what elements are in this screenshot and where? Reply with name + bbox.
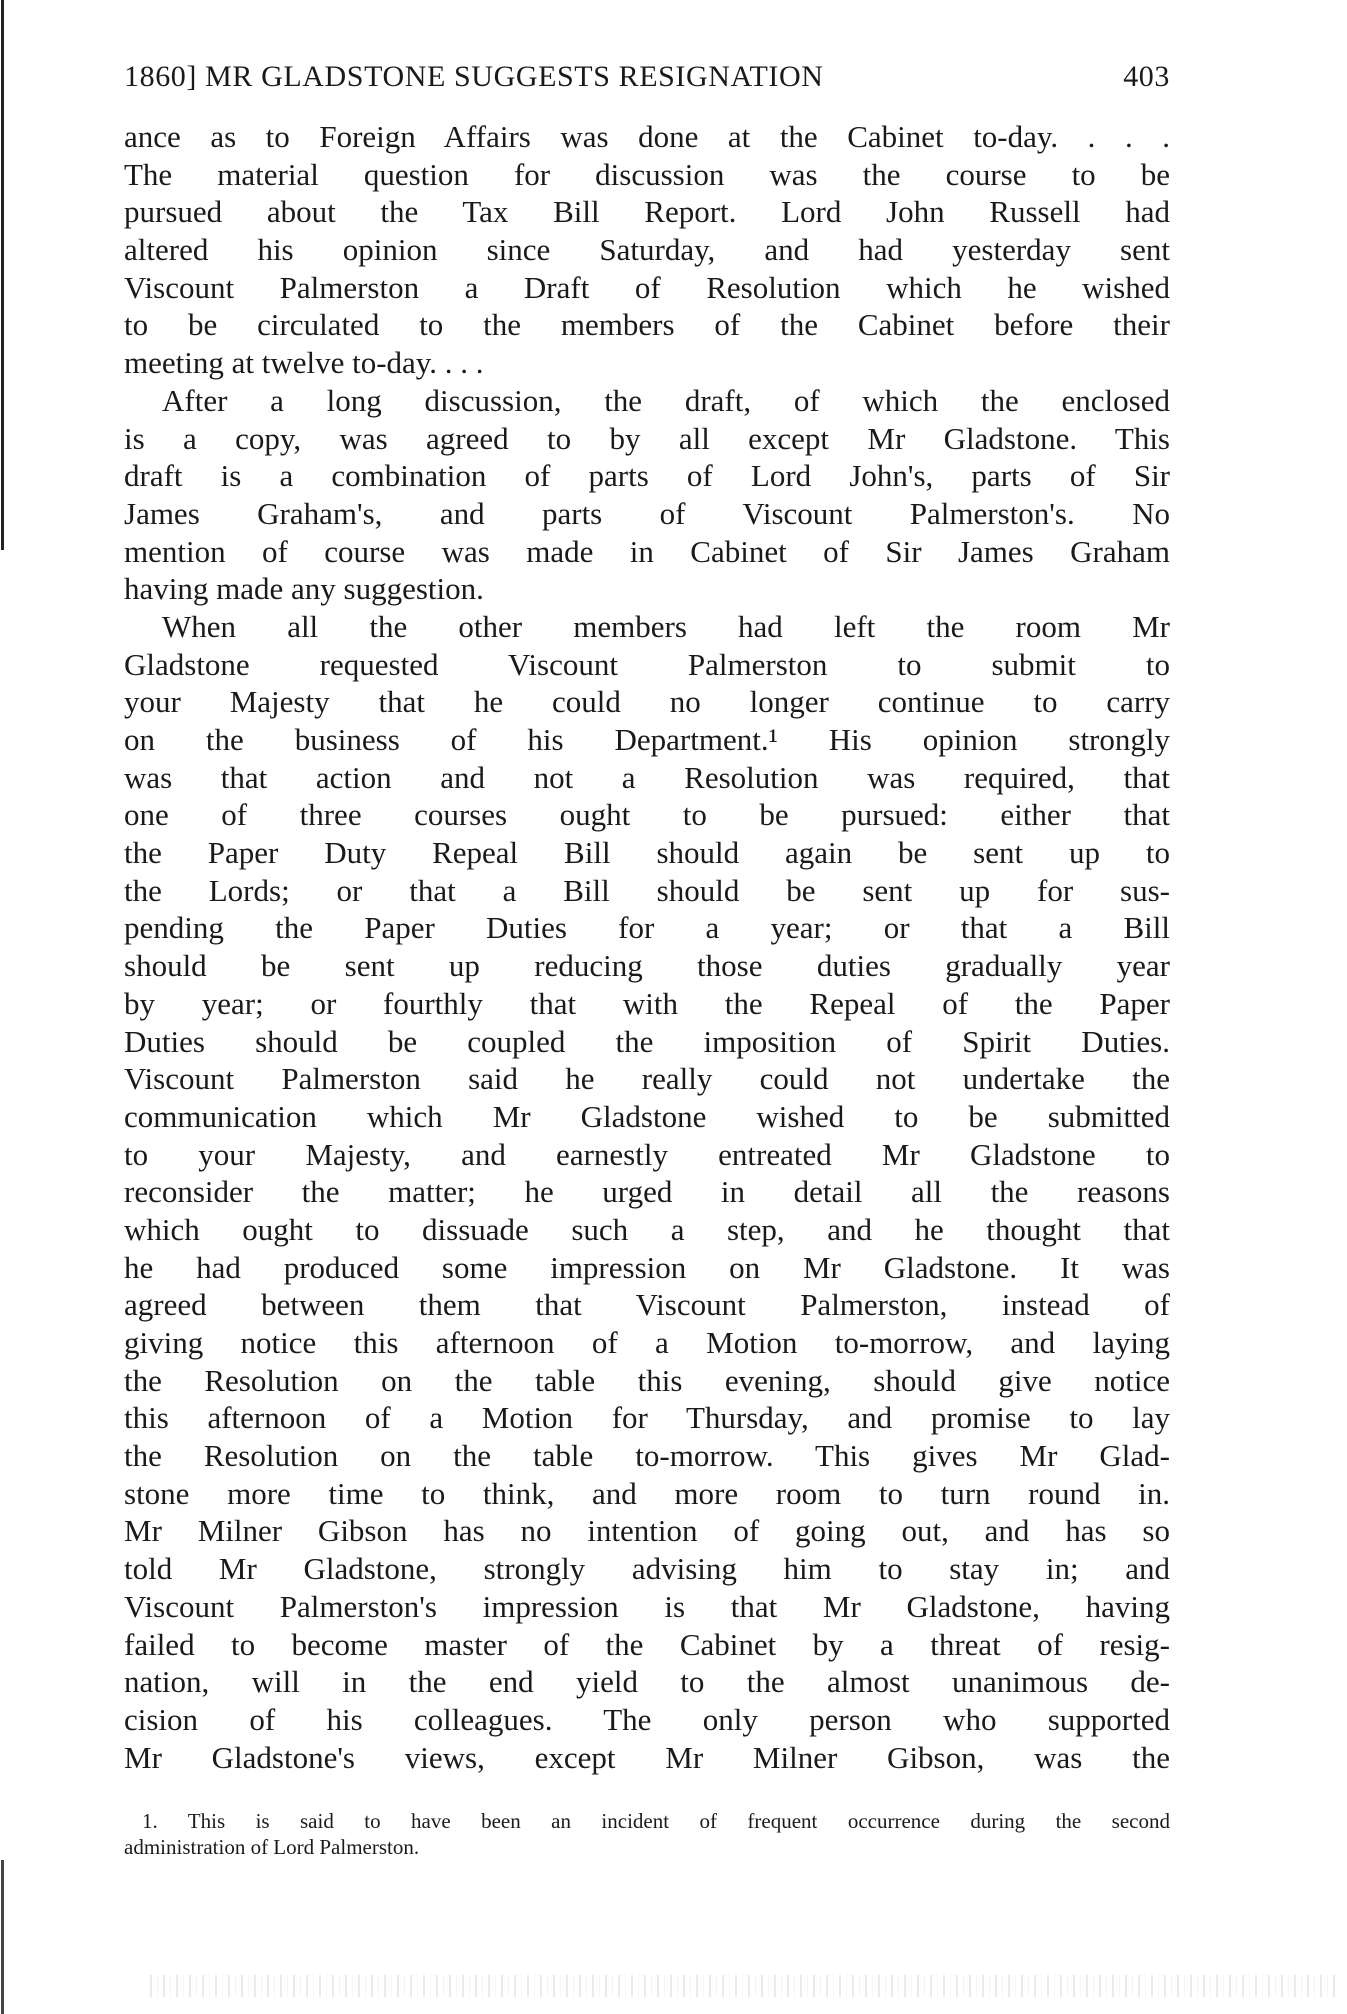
footnote-line: administration of Lord Palmerston. xyxy=(124,1835,420,1859)
scan-edge xyxy=(1,0,4,550)
text-line: this afternoon of a Motion for Thursday, and promise to lay xyxy=(124,1400,1170,1436)
page-number: 403 xyxy=(1123,60,1170,93)
text-line: Viscount Palmerston's impression is that Mr Gladstone, having xyxy=(124,1588,1170,1624)
text-line: mention of course was made in Cabinet of Sir James Graham xyxy=(124,533,1170,569)
text-line: Gladstone requested Viscount Palmerston to submit to xyxy=(124,646,1170,682)
text-line: Mr Gladstone's views, except Mr Milner Gibson, was the xyxy=(124,1739,1170,1775)
text-line: the Lords; or that a Bill should be sent up for sus- xyxy=(124,872,1170,908)
text-line: altered his opinion since Saturday, and had yesterday sent xyxy=(124,232,1170,268)
text-line: to be circulated to the members of the Cabinet before their xyxy=(124,307,1170,343)
text-line: the Resolution on the table this evening, should give notice xyxy=(124,1362,1170,1398)
text-line: pursued about the Tax Bill Report. Lord John Russell had xyxy=(124,194,1170,230)
text-line: Viscount Palmerston a Draft of Resolution which he wished xyxy=(124,269,1170,305)
body-text xyxy=(124,118,1170,1776)
text-line: When all the other members had left the room Mr xyxy=(162,608,1170,644)
text-line: he had produced some impression on Mr Gladstone. It was xyxy=(124,1249,1170,1285)
text-line: told Mr Gladstone, strongly advising him to stay in; and xyxy=(124,1551,1170,1587)
text-line: nation, will in the end yield to the almost unanimous de- xyxy=(124,1664,1170,1700)
text-line: James Graham's, and parts of Viscount Palmerston's. No xyxy=(124,495,1170,531)
text-line: giving notice this afternoon of a Motion to-morrow, and laying xyxy=(124,1325,1170,1360)
text-line: Duties should be coupled the imposition of Spirit Duties. xyxy=(124,1023,1170,1059)
text-line: to your Majesty, and earnestly entreated Mr Gladstone to xyxy=(124,1136,1170,1172)
text-line: Viscount Palmerston said he really could not undertake the xyxy=(124,1061,1170,1097)
text-line: should be sent up reducing those duties gradually year xyxy=(124,948,1170,984)
text-line: by year; or fourthly that with the Repeal of the Paper xyxy=(124,985,1170,1021)
text-line: draft is a combination of parts of Lord John's, parts of Sir xyxy=(124,458,1170,494)
text-line: agreed between them that Viscount Palmerston, instead of xyxy=(124,1287,1170,1323)
text-line: one of three courses ought to be pursued: either that xyxy=(124,797,1170,833)
text-line: is a copy, was agreed to by all except Mr Gladstone. This xyxy=(124,420,1170,456)
text-line: was that action and not a Resolution was required, that xyxy=(124,759,1170,795)
footnote-line: 1. This is said to have been an incident of frequent occurrence during the second xyxy=(142,1809,1170,1833)
text-line: having made any suggestion. xyxy=(124,571,484,607)
text-line: The material question for discussion was the course to be xyxy=(124,156,1170,192)
text-line: reconsider the matter; he urged in detail all the reasons xyxy=(124,1174,1170,1210)
text-line: Mr Milner Gibson has no intention of going out, and has so xyxy=(124,1513,1170,1549)
scan-noise xyxy=(150,1975,1340,1997)
text-line: which ought to dissuade such a step, and he thought that xyxy=(124,1211,1170,1247)
text-line: the Paper Duty Repeal Bill should again be sent up to xyxy=(124,835,1170,871)
text-line: cision of his colleagues. The only person who supported xyxy=(124,1701,1170,1737)
text-line: the Resolution on the table to-morrow. This gives Mr Glad- xyxy=(124,1438,1170,1474)
text-line: your Majesty that he could no longer continue to carry xyxy=(124,684,1170,720)
text-line: meeting at twelve to-day. . . . xyxy=(124,345,484,381)
running-header xyxy=(124,60,1170,100)
text-line: communication which Mr Gladstone wished to be submitted xyxy=(124,1098,1170,1134)
text-line: ance as to Foreign Affairs was done at the Cabinet to-day. . . . xyxy=(124,119,1170,154)
text-line: on the business of his Department.¹ His opinion strongly xyxy=(124,722,1170,757)
text-line: After a long discussion, the draft, of which the enclosed xyxy=(162,382,1170,418)
footnote xyxy=(124,1808,1170,1860)
text-line: stone more time to think, and more room to turn round in. xyxy=(124,1475,1170,1511)
text-line: failed to become master of the Cabinet by a threat of resig- xyxy=(124,1626,1170,1662)
text-line: pending the Paper Duties for a year; or that a Bill xyxy=(124,910,1170,946)
scan-edge xyxy=(1,1860,4,2014)
running-title: 1860] MR GLADSTONE SUGGESTS RESIGNATION xyxy=(124,60,824,93)
